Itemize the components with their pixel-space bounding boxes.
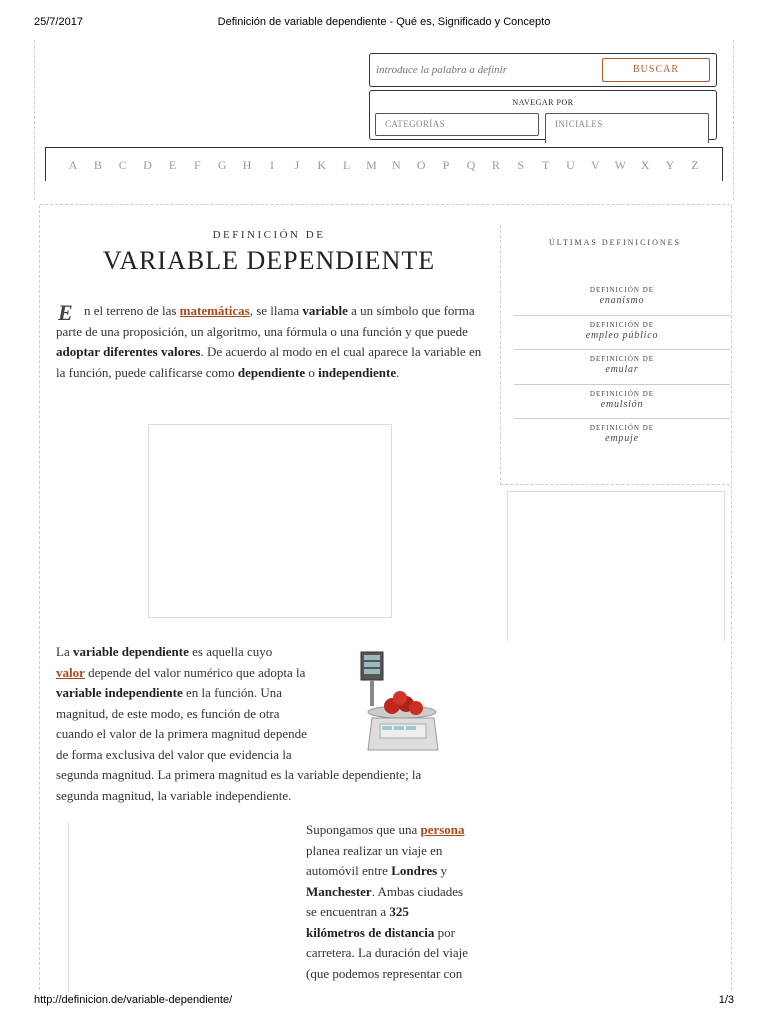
text: en la función. Una <box>182 685 283 700</box>
sidebar-item-term: enanismo <box>599 295 645 306</box>
alphabet-letter-o[interactable]: O <box>416 158 426 172</box>
search-button[interactable]: BUSCAR <box>602 58 710 82</box>
print-url: http://definicion.de/variable-dependiente/ <box>34 994 233 1006</box>
frame-line <box>39 205 40 990</box>
latest-definitions-list <box>514 281 730 454</box>
sidebar-item-term: emulsión <box>600 398 644 410</box>
sidebar-item-prefix: DEFINICIÓN DE <box>589 286 655 294</box>
alphabet-letter-v[interactable]: V <box>591 158 600 172</box>
text: es aquella cuyo <box>188 644 273 659</box>
bold-text: adoptar diferentes valores <box>56 344 201 359</box>
line: segunda magnitud, la variable independiente. <box>56 787 292 803</box>
alphabet-letter-c[interactable]: C <box>118 158 127 172</box>
print-header <box>34 16 734 32</box>
sidebar-item-definition[interactable] <box>514 385 730 420</box>
link-persona[interactable]: persona <box>420 822 465 837</box>
frame-line <box>500 484 730 485</box>
alphabet-letter-y[interactable]: Y <box>665 158 675 172</box>
tab-initials[interactable]: INICIALES <box>545 113 709 143</box>
article-image-placeholder <box>68 822 288 992</box>
sidebar-item-term: empleo público <box>585 329 659 341</box>
bold-text: 325 <box>389 904 409 919</box>
browse-box <box>369 90 717 140</box>
frame-line <box>731 205 732 990</box>
alphabet-letter-p[interactable]: P <box>442 158 450 172</box>
sidebar-item-prefix: DEFINICIÓN DE <box>589 389 655 398</box>
text: La <box>56 644 73 659</box>
alphabet-letter-a[interactable]: A <box>68 158 78 172</box>
browse-title: NAVEGAR POR <box>512 98 574 107</box>
sidebar-item-definition[interactable] <box>514 316 730 351</box>
link-valor[interactable]: valor <box>56 664 85 680</box>
line: (que podemos representar con <box>306 965 463 981</box>
line: cuando el valor de la primera magnitud depende <box>56 726 307 741</box>
alphabet-letter-k[interactable]: K <box>317 158 327 172</box>
bold-text: independiente <box>318 364 397 380</box>
alphabet-letter-t[interactable]: T <box>541 158 550 172</box>
article-kicker: DEFINICIÓN DE <box>212 229 326 241</box>
alphabet-letter-j[interactable]: J <box>294 158 300 172</box>
print-page-number: 1/3 <box>718 994 734 1006</box>
bold-text: dependiente <box>237 364 306 380</box>
alphabet-letter-m[interactable]: M <box>366 158 377 172</box>
bold-text: Londres <box>391 863 438 878</box>
print-footer <box>34 994 734 1010</box>
sidebar-item-term: emular <box>605 364 639 375</box>
line: planea realizar un viaje en <box>306 842 443 858</box>
text: . Ambas ciudades <box>371 883 464 899</box>
text: depende del valor numérico que adopta la <box>84 664 306 680</box>
sidebar-item-definition[interactable] <box>514 419 730 454</box>
frame-line <box>40 204 730 205</box>
sidebar-item-prefix: DEFINICIÓN DE <box>589 320 655 329</box>
bold-text: variable <box>302 303 348 318</box>
sidebar-item-prefix: DEFINICIÓN DE <box>589 424 655 432</box>
line <box>306 882 486 903</box>
alphabet-letter-q[interactable]: Q <box>466 158 476 172</box>
alphabet-letter-n[interactable]: N <box>392 158 401 172</box>
alphabet-letter-b[interactable]: B <box>93 158 102 172</box>
paragraph-example <box>306 820 486 992</box>
text: a un símbolo que forma parte de una proposición, un algoritmo, una fórmula o una función y que puede <box>56 303 475 339</box>
search-input[interactable] <box>376 60 596 80</box>
sidebar-item-definition[interactable] <box>514 350 730 385</box>
line <box>56 683 346 704</box>
bold-text: Manchester <box>306 883 372 899</box>
paragraph-definition-end <box>56 765 486 806</box>
sidebar-title: ÚLTIMAS DEFINICIONES <box>549 238 681 247</box>
alphabet-letters <box>66 158 702 173</box>
text: por <box>434 924 455 940</box>
alphabet-letter-s[interactable]: S <box>517 158 525 172</box>
alphabet-letter-f[interactable]: F <box>194 158 201 172</box>
alphabet-letter-h[interactable]: H <box>242 158 252 172</box>
text: . De acuerdo al modo en el cual aparece la variable en la función, puede calificarse como <box>56 344 482 380</box>
sidebar-item-prefix: DEFINICIÓN DE <box>589 355 655 363</box>
alphabet-letter-g[interactable]: G <box>217 158 227 172</box>
tab-categories[interactable]: CATEGORÍAS <box>375 113 539 136</box>
paragraph-definition <box>56 642 346 765</box>
page-title: VARIABLE DEPENDIENTE <box>102 246 436 275</box>
alphabet-letter-d[interactable]: D <box>143 158 152 172</box>
alphabet-letter-r[interactable]: R <box>491 158 500 172</box>
line <box>306 820 486 841</box>
drop-cap: E <box>58 300 73 325</box>
text: automóvil entre <box>306 863 392 878</box>
line: segunda magnitud. La primera magnitud es la variable dependiente; la <box>56 767 422 782</box>
frame-line <box>500 225 501 485</box>
alphabet-letter-z[interactable]: Z <box>691 158 699 172</box>
frame-line <box>34 40 35 200</box>
alphabet-letter-u[interactable]: U <box>566 158 575 172</box>
weighing-scale-image <box>358 650 444 756</box>
line <box>306 923 486 944</box>
text: Supongamos que una <box>306 822 421 837</box>
text: , se llama <box>249 303 303 318</box>
line <box>306 861 486 882</box>
line <box>306 902 486 923</box>
paragraph-intro <box>56 301 484 383</box>
sidebar-item-definition[interactable] <box>514 281 730 316</box>
frame-line <box>733 40 734 200</box>
alphabet-letter-i[interactable]: I <box>270 158 274 172</box>
alphabet-letter-w[interactable]: W <box>614 158 626 172</box>
text: o <box>305 364 319 380</box>
line: carretera. La duración del viaje <box>306 945 469 960</box>
alphabet-letter-l[interactable]: L <box>342 158 351 172</box>
alphabet-bar <box>45 147 723 181</box>
bold-text: variable independiente <box>56 685 183 700</box>
text: . <box>396 364 400 380</box>
sidebar-item-term: empuje <box>605 433 639 444</box>
search-box <box>369 53 717 87</box>
line <box>56 663 346 684</box>
bold-text: variable dependiente <box>72 644 189 659</box>
line: magnitud, de este modo, es función de otra <box>56 705 280 721</box>
line <box>56 642 346 663</box>
text: n el terreno de las <box>84 303 180 318</box>
alphabet-letter-e[interactable]: E <box>168 158 177 172</box>
print-title: Definición de variable dependiente - Qué es, Significado y Concepto <box>217 16 551 28</box>
article-image-placeholder <box>148 424 392 618</box>
text: se encuentran a <box>306 904 390 919</box>
alphabet-letter-x[interactable]: X <box>640 158 650 172</box>
link-matematicas[interactable]: matemáticas <box>179 303 250 318</box>
sidebar-ad-placeholder <box>507 491 725 641</box>
print-date: 25/7/2017 <box>34 16 83 28</box>
line: de forma exclusiva del valor que evidencia la <box>56 746 292 762</box>
bold-text: kilómetros de distancia <box>306 924 435 940</box>
text: y <box>437 863 447 878</box>
